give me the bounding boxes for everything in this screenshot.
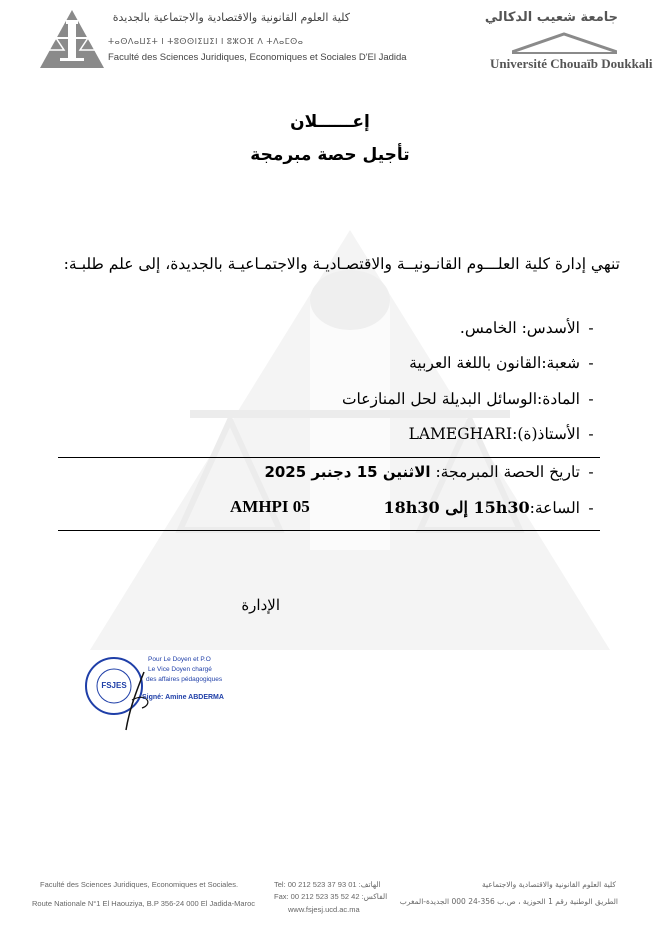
room-label: AMHPI 05 (230, 497, 310, 516)
bullet-dash: - (588, 390, 594, 408)
bullet-dash: - (588, 425, 594, 443)
list-item-professor: -الأستاذ(ة):LAMEGHARI (409, 425, 602, 443)
intro-paragraph: تنهي إدارة كلية العلـــوم القانـونيــة والاقتصـاديـة والاجتمـاعيـة بالجديدة، إلى علم طلبـة: (63, 255, 620, 273)
list-item-subject: -المادة:الوسائل البديلة لحل المنازعات (342, 390, 602, 408)
faculty-name-ar: كلية العلوم القانونية والاقتصادية والاجتماعية بالجديدة (112, 11, 350, 24)
stamp-center: FSJES (101, 681, 127, 690)
list-item-semester: -الأسدس: الخامس. (460, 319, 602, 337)
stamp-line-1: Pour Le Doyen et P.O (148, 656, 211, 663)
footer-web: www.fsjesj.ucd.ac.ma (288, 905, 360, 914)
university-name-ar: جامعة شعيب الدكالي (484, 10, 618, 25)
date-row (264, 463, 602, 481)
footer-fr-line1: Faculté des Sciences Juridiques, Economiques et Sociales. (40, 880, 239, 889)
time-label: الساعة: (529, 499, 580, 517)
bullet-dash: - (588, 499, 594, 517)
official-stamp (84, 652, 232, 732)
signature-label: الإدارة (241, 596, 280, 614)
footer-fr-line2: Route Nationale N°1 El Haouziya, B.P 356-24 000 El Jadida-Maroc (32, 899, 255, 908)
stamp-line-4: Signé: Amine ABDERMA (142, 694, 224, 701)
date-value: الاثنين 15 دجنبر 2025 (264, 463, 431, 481)
announcement-title: إعــــــلان (290, 112, 370, 132)
university-name-fr: Université Chouaïb Doukkali (490, 56, 653, 71)
faculty-name-fr: Faculté des Sciences Juridiques, Economiques et Sociales D'El Jadida (108, 52, 407, 63)
faculty-logo (38, 8, 106, 70)
divider-top (58, 457, 600, 458)
bullet-dash: - (588, 463, 594, 481)
bullet-dash: - (588, 319, 594, 337)
stamp-line-2: Le Vice Doyen chargé (148, 666, 212, 673)
university-logo (512, 30, 617, 54)
footer-fax: Fax: 00 212 523 35 52 42 :الفاكس (274, 892, 388, 901)
footer-tel: Tel: 00 212 523 37 93 01 :الهاتف (274, 880, 381, 889)
list-item-track: -شعبة:القانون باللغة العربية (409, 354, 602, 372)
divider-bottom (58, 530, 600, 531)
date-label: تاريخ الحصة المبرمجة: (435, 463, 580, 481)
footer-ar-line2: الطريق الوطنية رقم 1 الحوزية ، ص.ب 356-24 000 الجديدة-المغرب (399, 897, 618, 906)
time-row (383, 498, 602, 517)
faculty-name-tifinagh: ⵜⴰⵙⴷⴰⵡⵉⵜ ⵏ ⵜⵓⵙⵙⵏⵉⵡⵉⵏ ⵏ ⵓⵣⵔⴼ ⴷ ⵜⴷⴰⵎⵙⴰ (108, 37, 304, 46)
stamp-line-3: des affaires pédagogiques (146, 676, 223, 683)
announcement-subject: تأجيل حصة مبرمجة (250, 145, 410, 165)
time-value: 15h30 إلى 18h30 (383, 498, 530, 517)
footer-ar-line1: كلية العلوم القانونية والاقتصادية والاجتماعية (482, 880, 616, 889)
bullet-dash: - (588, 354, 594, 372)
